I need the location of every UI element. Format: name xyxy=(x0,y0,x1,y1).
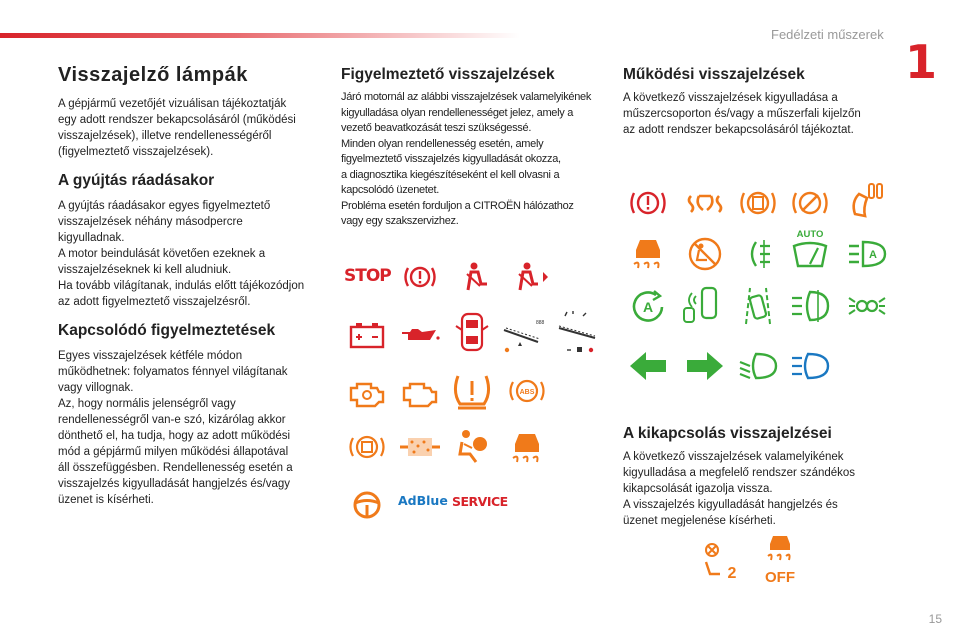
ignition-text: A gyújtás ráadásakor egyes figyelmeztető visszajelzések néhány másodpercre kigyulladnak. A motor beindulását követően ezeknek a visszajelzéseknek ki kell aludniuk. Ha tovább világítanak, indulás előtt tájékozódjon az adott figyelmeztető visszajelzésről. xyxy=(58,200,305,308)
seatbelt-icon xyxy=(450,260,494,294)
steering-gauge-icon xyxy=(500,310,544,356)
svg-text:AUTO: AUTO xyxy=(796,229,824,240)
main-title: Visszajelző lámpák xyxy=(58,64,248,86)
header-accent-bar xyxy=(0,33,520,38)
power-steering-icon xyxy=(345,488,389,522)
warning-title: Figyelmeztető visszajelzések xyxy=(341,66,555,83)
svg-text:ABS: ABS xyxy=(519,389,535,396)
svg-text:A: A xyxy=(869,249,877,261)
section-title: Fedélzeti műszerek xyxy=(771,27,884,42)
brake-icon xyxy=(398,260,442,294)
passenger-airbag-off-icon xyxy=(683,234,727,274)
airbag-icon xyxy=(450,428,494,468)
operating-text: A következő visszajelzések kigyulladása a műszercsoporton és/vagy a műszerfali kijelzőn az adott rendszer bekapcsolásáról tájékoztat. xyxy=(623,92,861,136)
parking-brake-auto-icon xyxy=(736,186,780,220)
foot-on-brake-icon xyxy=(845,180,889,224)
red-brake-icon xyxy=(626,186,670,220)
chapter-number: 1 xyxy=(905,35,938,89)
sidelamps-icon xyxy=(845,286,889,326)
dipped-beam-icon xyxy=(736,346,780,386)
related-title: Kapcsolódó figyelmeztetések xyxy=(58,322,276,339)
svg-text:A: A xyxy=(642,299,654,315)
svg-text:2: 2 xyxy=(727,565,737,582)
intro-text: A gépjármű vezetőjét vizuálisan tájékoztatják egy adott rendszer bekapcsolásáról (működési visszajelzések), illetve rendellenességéről (figyelmeztető visszajelzések). xyxy=(58,98,296,158)
engine-icon xyxy=(345,376,389,410)
door-open-icon xyxy=(450,310,494,354)
tyre-pressure-icon xyxy=(450,370,494,414)
abs-icon xyxy=(505,374,549,408)
auto-wipe-icon xyxy=(788,226,832,274)
warning-text: Járó motornál az alábbi visszajelzések valamelyikének kigyulladása olyan rendellenességet jelez, amely a vezető beavatkozását teszi szükségessé. Minden olyan rendellenesség esetén, amely figyelmeztető visszajelzés kigyulladását okozza, a diagnosztika kiegészítéseként el kell olvasni a kapcsolódó üzenetet. Probléma esetén forduljon a CITROËN hálózathoz vagy egy szakszervizhez. xyxy=(341,91,592,227)
preheating-icon xyxy=(683,186,727,220)
right-indicator-icon xyxy=(683,346,727,386)
service-icon: SERVICE xyxy=(452,494,508,509)
esc-active-icon xyxy=(626,234,670,274)
stability-icon xyxy=(505,428,549,468)
main-beam-icon xyxy=(788,346,832,386)
auto-main-beam-icon xyxy=(845,234,889,274)
brake-pads-icon xyxy=(345,430,389,464)
deactivation-text: A következő visszajelzések valamelyikének kigyulladása a megfelelő rendszer szándékos kikapcsolását igazolja vissza. A visszajelzés kigyulladását hangjelzés és üzenet megjelenése kísérheti. xyxy=(623,451,856,527)
operating-title: Működési visszajelzések xyxy=(623,66,805,83)
particle-filter-icon xyxy=(398,430,442,464)
esc-off-icon xyxy=(758,532,802,586)
lane-departure-icon xyxy=(736,284,780,328)
gauge-flags-icon xyxy=(555,310,599,356)
ignition-title: A gyújtás ráadásakor xyxy=(58,172,215,189)
deactivation-title: A kikapcsolás visszajelzései xyxy=(623,425,832,442)
related-text: Egyes visszajelzések kétféle módon működhetnek: folyamatos fénnyel világítanak vagy villognak. Az, hogy normális jelenségről vagy rendellenességről van-e szó, kizárólag akkor dönthető el, ha tudja, hogy az adott működési mód a gépjármű milyen működési állapotával áll összefüggésben. Rendellenesség esetén a visszajelzés kigyulladását hangjelzés és/vagy üzenet is kísérheti. xyxy=(58,350,293,506)
stop-icon: STOP xyxy=(344,266,391,286)
brake-wear-off-icon xyxy=(788,186,832,220)
passenger-airbag-disabled-icon xyxy=(698,540,742,584)
engine-check-icon xyxy=(398,376,442,410)
rear-foglamp-icon xyxy=(736,234,780,274)
svg-text:OFF: OFF xyxy=(765,569,795,586)
seatbelt-flashing-icon xyxy=(505,260,549,294)
svg-text:888: 888 xyxy=(536,320,545,326)
battery-icon xyxy=(345,318,389,352)
parking-sensors-icon xyxy=(680,284,724,328)
oil-icon xyxy=(398,318,442,352)
adblue-icon: AdBlue xyxy=(398,493,448,508)
stop-start-icon xyxy=(626,288,670,326)
front-foglamps-icon xyxy=(788,286,832,326)
left-indicator-icon xyxy=(626,346,670,386)
page-number: 15 xyxy=(928,612,942,626)
